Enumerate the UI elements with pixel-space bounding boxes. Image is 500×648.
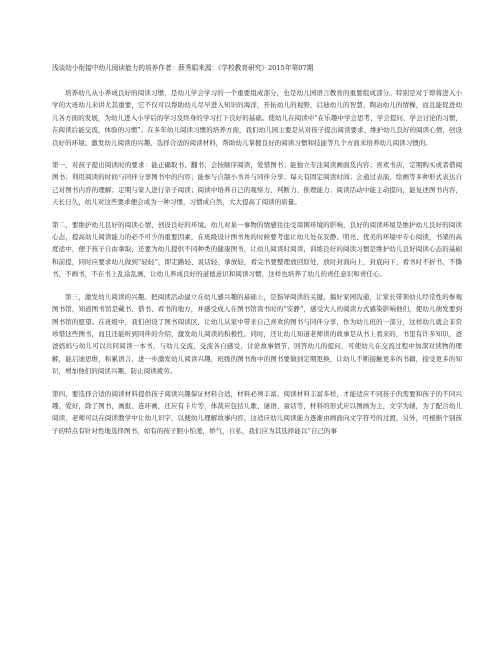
paragraph-second: 第二，要维护幼儿良好的阅读心情，创设良好的环境。幼儿对某一事物的情感往往受周围环境的影响，良好的阅读环境是维护幼儿良好的阅读心态，提高幼儿阅读能力的必不可少的重要因素，在班级设计图书角的时候要考虑让幼儿处在安静、明亮、优美的环境中专心阅读，书架的高度适中，便于孩子自由拿取，还要为幼儿提供不同种类的健康图书，让幼儿阅读时阅读，训练良好的阅读习惯是维护幼儿良好阅读心态的基础和前提，同时应要求幼儿做到“轻轻”，即走路轻、说话轻、拿放轻，看完书要整理放回原处，放时封面向上，封底向下，看书时不折书、不撕书、不画书，不在书上乱涂乱画，让幼儿养成良好的道德意识和阅读习惯，这样也培养了幼儿的责任意识和责任心。: [52, 220, 462, 279]
paragraph-fourth: 第四，要选择合适的阅读材料提供孩子阅读兴趣保证材料合适，材料必须丰富。阅读材料丰富多样，才能适应不同孩子的需要和孩子的不同兴趣、爱好，除了图书，画报、连环画，还应有卡片等，体裁应包括儿歌、谜语、童话等，材料的形式应以图画为主，文字为辅，为了配合幼儿阅读，老师可以在阅读教学中让幼儿识字，以便幼儿理解故事内容，这适应幼儿阅读能力逐渐由画面向文字符号的过渡，另外，可根据个别孩子的特点有针对性地选择图书，如有的孩子胆小怕羞，娇气，自私，我们应为其选择能以“自己的事: [52, 389, 462, 435]
paragraph-intro: 培养幼儿从小养成良好的阅读习惯，是幼儿学会学习的一个重要组成部分，也是幼儿园语言教育的重要组成部分。特别是对于即将进入小学的大班幼儿来讲尤其重要，它不仅可以帮助幼儿尽早进入知识的海洋，开拓幼儿的视野，启迪幼儿的智慧，陶冶幼儿的情操，而且能促进幼儿各方面的发展，为幼儿进入小学后的学习及终身的学习打下良好的基础。使幼儿在阅读中“在乐趣中学会思考、学会提问、学会讨论的习惯，在阅读后能交流，体验的习惯”。在多年幼儿阅读习惯的培养方面，我们幼儿园主要是从对孩子提出阅读要求、维护幼儿良好的阅读心情，创设良好的环境、激发幼儿阅读的兴趣、选择合适的阅读材料，帮助幼儿掌握良好的阅读习惯和技能等几个方面来培养幼儿阅读习惯的。: [52, 89, 462, 147]
paragraph-first: 第一，对孩子提出阅读时的要求：能正确取书、翻书；会按顺序阅读，爱惜图书；能独立专注阅读画面及内容；喜欢书店，定期购买或者借阅图书；利用阅读的时间与同伴分享图书中的内容；能参与自制小书并与同伴分享；每天有固定阅读时间；会通过表演、绘画等多种形式表达自己对图书内容的理解；定期与家人进行亲子阅读；阅读中培养自己的观察力、判断力、推理能力；阅读活动中能主动提问，能复述图书内容，天长日久，幼儿对这些要求便会成为一种习惯，习惯成自然，大大提高了阅读的质量。: [52, 161, 462, 207]
paragraph-third: 第三，激发幼儿阅读的兴趣。把阅读活动建立在幼儿感兴趣的基础上，是指导阅读的关键，搞好家园沟通，让家长带领幼儿经常性的参观图书馆，知道图书馆是藏书、借书、看书的地方，并感受成人在图书馆读书时的“安静”，感受大人的阅读方式感染影响他们，使幼儿萌发要到图书馆的愿望。在班级中，我们创设了图书阅读区，让幼儿从家中带来自己喜欢的图书与同伴分享，作为幼儿班的一部分，这样幼儿就会非常珍惜这些图书，而且还能听到同伴的介绍，激发幼儿阅读的积极性。同时，还让幼儿知道老师讲的故事是从书上看来的，书里有许多知识，爸爸妈妈与幼儿可以共同阅读一本书，与幼儿交流，交流各自感受，讨论故事情节，回答幼儿的提问，可使幼儿在交流过程中加深对读物的理解，能启迪思维，积累语言，进一步激发幼儿阅读兴趣，班级的图书角中的图书要做到定期更换，让幼儿不断接触更多的书籍，接受更多的知识，增加他们的阅读兴趣，防止阅读疲劳。: [52, 292, 462, 376]
document-header: 浅谈幼小衔接中幼儿阅读能力的培养作者：薛秀娟来源：《学校教育研究》2015年第07期: [52, 64, 314, 72]
